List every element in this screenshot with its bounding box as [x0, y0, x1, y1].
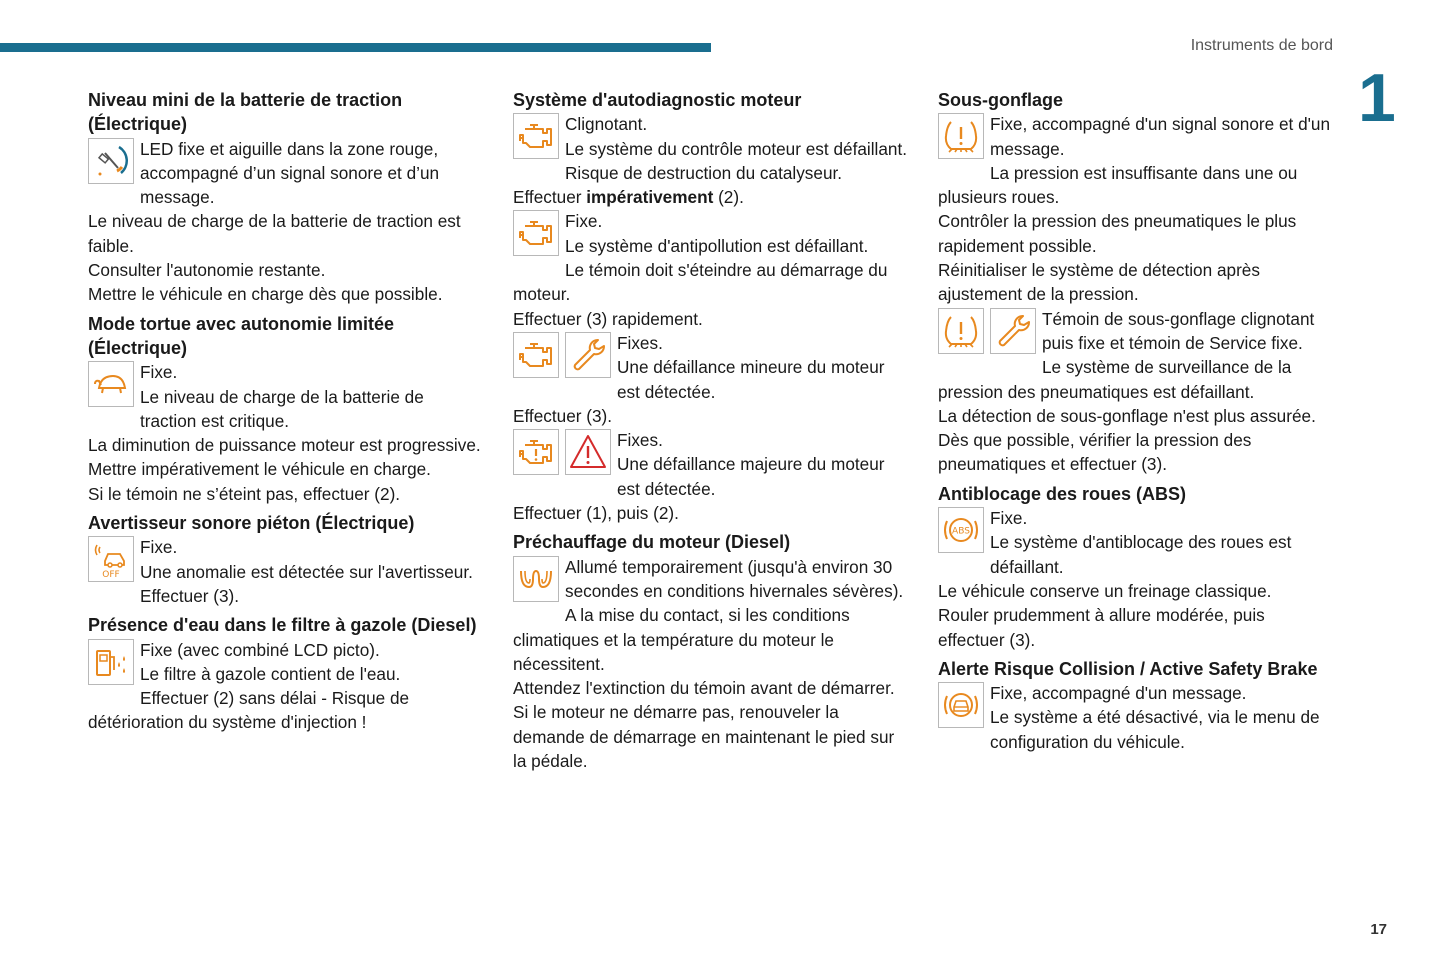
text-line: LED fixe et aiguille dans la zone rouge, accompagné d’un signal sonore et d’un message.: [140, 138, 440, 208]
text-line: Le témoin doit s'éteindre au démarrage du moteur.: [513, 260, 888, 305]
section-title: Niveau mini de la batterie de traction (Électrique): [88, 90, 403, 135]
column-1: [88, 88, 483, 740]
tyre-pressure-icon: [938, 113, 984, 159]
text-line: Effectuer (3).: [140, 585, 240, 606]
text-line: Une défaillance mineure du moteur est détectée.: [617, 357, 885, 402]
section-water-in-fuel: [88, 613, 483, 734]
section-title: Avertisseur sonore piéton (Électrique): [88, 513, 415, 534]
icon-text: ABS: [952, 526, 970, 537]
text-line: Fixe, accompagné d'un message.: [990, 683, 1247, 704]
column-3: [938, 88, 1333, 759]
section-turtle-mode: [88, 312, 483, 506]
text-line: Une défaillance majeure du moteur est détectée.: [617, 454, 885, 499]
engine-icon: [513, 210, 559, 256]
text-line: La diminution de puissance moteur est progressive.: [88, 435, 481, 456]
text-line: Risque de destruction du catalyseur.: [565, 162, 843, 183]
engine-icon: [513, 113, 559, 159]
warning-triangle-icon: [565, 429, 611, 475]
collision-alert-icon: [938, 682, 984, 728]
pedestrian-sound-off-icon: [88, 536, 134, 582]
turtle-icon: [88, 361, 134, 407]
text-line: Effectuer impérativement (2).: [513, 187, 744, 208]
text-line: Fixes.: [617, 430, 663, 451]
text-line: Fixes.: [617, 332, 663, 353]
text-line: Contrôler la pression des pneumatiques le plus rapidement possible.: [938, 211, 1297, 256]
text-line: Le niveau de charge de la batterie de traction est critique.: [140, 386, 424, 431]
section-traction-battery-low: [88, 88, 483, 307]
text-line: Si le moteur ne démarre pas, renouveler la demande de démarrage en maintenant le pied sur la pédale.: [513, 702, 895, 772]
text-line: Fixe.: [990, 508, 1028, 529]
section-engine-diagnostics: [513, 88, 908, 525]
section-title: Mode tortue avec autonomie limitée (Électrique): [88, 313, 395, 358]
text-line: Mettre le véhicule en charge dès que possible.: [88, 284, 443, 305]
tyre-pressure-icon: [938, 308, 984, 354]
text-line: Le niveau de charge de la batterie de traction est faible.: [88, 211, 461, 256]
section-title: Antiblocage des roues (ABS): [938, 483, 1187, 504]
text-line: Rouler prudemment à allure modérée, puis effectuer (3).: [938, 605, 1265, 650]
text-line: Le système a été désactivé, via le menu de configuration du véhicule.: [990, 707, 1320, 752]
water-in-fuel-icon: [88, 639, 134, 685]
battery-gauge-icon: [88, 138, 134, 184]
engine-icon: [513, 332, 559, 378]
engine-alert-icon: [513, 429, 559, 475]
text-line: Consulter l'autonomie restante.: [88, 260, 326, 281]
text-line: Fixe.: [140, 537, 178, 558]
section-preheating: [513, 530, 908, 773]
running-title: Instruments de bord: [1190, 37, 1333, 54]
text-line: Réinitialiser le système de détection après ajustement de la pression.: [938, 260, 1260, 305]
section-title: Sous-gonflage: [938, 90, 1063, 110]
wrench-icon: [990, 308, 1036, 354]
wrench-icon: [565, 332, 611, 378]
text-line: Le système d'antiblocage des roues est défaillant.: [990, 532, 1292, 577]
abs-icon: [938, 507, 984, 553]
text-line: Le filtre à gazole contient de l'eau.: [140, 663, 401, 684]
text-line: Effectuer (3).: [513, 405, 613, 426]
text-line: Dès que possible, vérifier la pression des pneumatiques et effectuer (3).: [938, 430, 1252, 475]
page-number: 17: [1370, 921, 1387, 938]
section-title: Présence d'eau dans le filtre à gazole (Diesel): [88, 615, 477, 636]
text-line: Effectuer (3) rapidement.: [513, 308, 703, 329]
text-line: Le véhicule conserve un freinage classique.: [938, 580, 1272, 601]
chapter-number: 1: [1358, 60, 1396, 136]
column-2: [513, 88, 908, 778]
header-accent-bar: [0, 43, 711, 52]
section-title: Alerte Risque Collision / Active Safety Brake: [938, 658, 1318, 679]
text-line: La pression est insuffisante dans une ou plusieurs roues.: [938, 162, 1298, 208]
text-line: Attendez l'extinction du témoin avant de démarrer.: [513, 678, 895, 699]
text-line: Le système du contrôle moteur est défaillant.: [565, 138, 908, 159]
text-line: Allumé temporairement (jusqu'à environ 30 secondes en conditions hivernales sévères).: [565, 556, 904, 601]
text-line: Si le témoin ne s’éteint pas, effectuer (2).: [88, 483, 401, 504]
section-collision-alert: [938, 657, 1333, 754]
section-pedestrian-sound: [88, 511, 483, 608]
text-line: Le système d'antipollution est défaillant.: [565, 235, 869, 256]
text-line: Clignotant.: [565, 114, 648, 135]
text-line: Une anomalie est détectée sur l'avertisseur.: [140, 561, 473, 582]
section-abs: [938, 482, 1333, 652]
text-line: Effectuer (1), puis (2).: [513, 503, 679, 524]
text-line: Fixe.: [565, 211, 603, 232]
section-under-inflation: [938, 88, 1333, 477]
text-line: A la mise du contact, si les conditions climatiques et la température du moteur le nécessitent.: [513, 605, 850, 674]
text-line: Témoin de sous-gonflage clignotant puis fixe et témoin de Service fixe.: [1042, 308, 1315, 353]
section-title: Préchauffage du moteur (Diesel): [513, 532, 791, 553]
text-line: Fixe (avec combiné LCD picto).: [140, 639, 380, 660]
text-line: Le système de surveillance de la pression des pneumatiques est défaillant.: [938, 357, 1292, 402]
text-line: Mettre impérativement le véhicule en charge.: [88, 459, 431, 480]
icon-text: OFF: [102, 570, 120, 580]
text-line: Fixe, accompagné d'un signal sonore et d'un message.: [990, 114, 1331, 159]
text-line: Effectuer (2) sans délai - Risque de détérioration du système d'injection !: [88, 688, 410, 733]
glow-plug-icon: [513, 556, 559, 602]
section-title: Système d'autodiagnostic moteur: [513, 90, 802, 110]
text-line: La détection de sous-gonflage n'est plus assurée.: [938, 405, 1316, 426]
text-line: Fixe.: [140, 362, 178, 383]
